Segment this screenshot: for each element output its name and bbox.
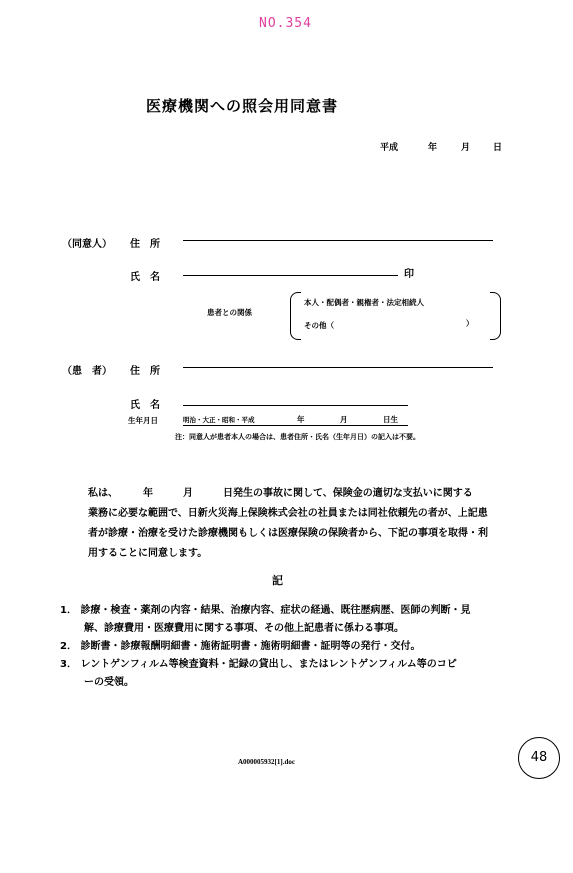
item-number: 3． — [60, 659, 77, 670]
item-number: 1． — [60, 605, 77, 616]
consent-paragraph — [88, 484, 488, 564]
relation-other[interactable]: その他（ — [304, 321, 334, 330]
consent-line: 用することに同意します。 — [88, 548, 208, 559]
patient-name-line[interactable] — [183, 405, 408, 406]
seal-mark: 印 — [404, 269, 414, 280]
patient-name-label: 氏 名 — [130, 400, 160, 411]
patient-address-line[interactable] — [183, 367, 493, 368]
item-text: 診断書・診療報酬明細書・施術証明書・施術明細書・証明等の発行・交付。 — [80, 641, 421, 652]
consenter-address-label: 住 所 — [130, 239, 160, 250]
birth-year: 年 — [297, 415, 305, 424]
list-item — [60, 620, 470, 638]
consenter-name-line[interactable] — [183, 275, 398, 276]
ki-heading: 記 — [272, 574, 283, 587]
page-title: 医療機関への照会用同意書 — [146, 97, 339, 115]
consent-line: 私は、 年 月 日発生の事故に関して、保険金の適切な支払いに関する — [88, 488, 473, 499]
page-number-circle: 48 — [518, 737, 560, 779]
date-era: 平成 — [380, 143, 399, 153]
birth-month: 月 — [340, 415, 348, 424]
birthdate-label: 生年月日 — [128, 416, 158, 425]
consenter-name-label: 氏 名 — [130, 272, 160, 283]
birth-eras[interactable]: 明治・大正・昭和・平成 — [183, 416, 255, 424]
consent-line: 者が診療・治療を受けた診療機関もしくは医療保険の保険者から、下記の事項を取得・利 — [88, 528, 488, 539]
item-list — [60, 602, 470, 692]
list-item — [60, 674, 470, 692]
relation-label: 患者との関係 — [207, 308, 252, 317]
patient-address-label: 住 所 — [130, 366, 160, 377]
relation-other-close: ） — [466, 319, 474, 328]
relation-brace-right — [490, 292, 501, 340]
birth-day: 日生 — [383, 415, 398, 424]
consenter-address-line[interactable] — [183, 240, 493, 241]
patient-note: 注：同意人が患者本人の場合は、患者住所・氏名（生年月日）の記入は不要。 — [175, 433, 420, 441]
list-item — [60, 602, 470, 620]
item-text: 解、診療費用・医療費用に関する事項、その他上記患者に係わる事項。 — [84, 623, 404, 634]
footer-document-code: A000005932[1].doc — [238, 758, 295, 766]
date-day: 日 — [493, 143, 503, 153]
relation-options[interactable]: 本人・配偶者・親権者・法定相続人 — [304, 298, 424, 307]
birthdate-line[interactable] — [183, 425, 408, 426]
item-text: レントゲンフィルム等検査資料・記録の貸出し、またはレントゲンフィルム等のコピ — [80, 659, 457, 670]
item-number: 2． — [60, 641, 77, 652]
date-year: 年 — [428, 143, 438, 153]
consenter-heading: （同意人） — [62, 239, 112, 250]
item-text: 診療・検査・薬剤の内容・結果、治療内容、症状の経過、既往歴病歴、医師の判断・見 — [80, 605, 471, 616]
consent-line: 業務に必要な範囲で、日新火災海上保険株式会社の社員または同社依頼先の者が、上記患 — [88, 508, 488, 519]
patient-heading: （患 者） — [62, 366, 112, 377]
relation-brace-left — [290, 292, 301, 340]
list-item — [60, 638, 470, 656]
list-item — [60, 656, 470, 674]
item-text: ーの受領。 — [84, 677, 134, 688]
date-month: 月 — [461, 143, 471, 153]
document-number-stamp: NO.354 — [259, 16, 312, 31]
